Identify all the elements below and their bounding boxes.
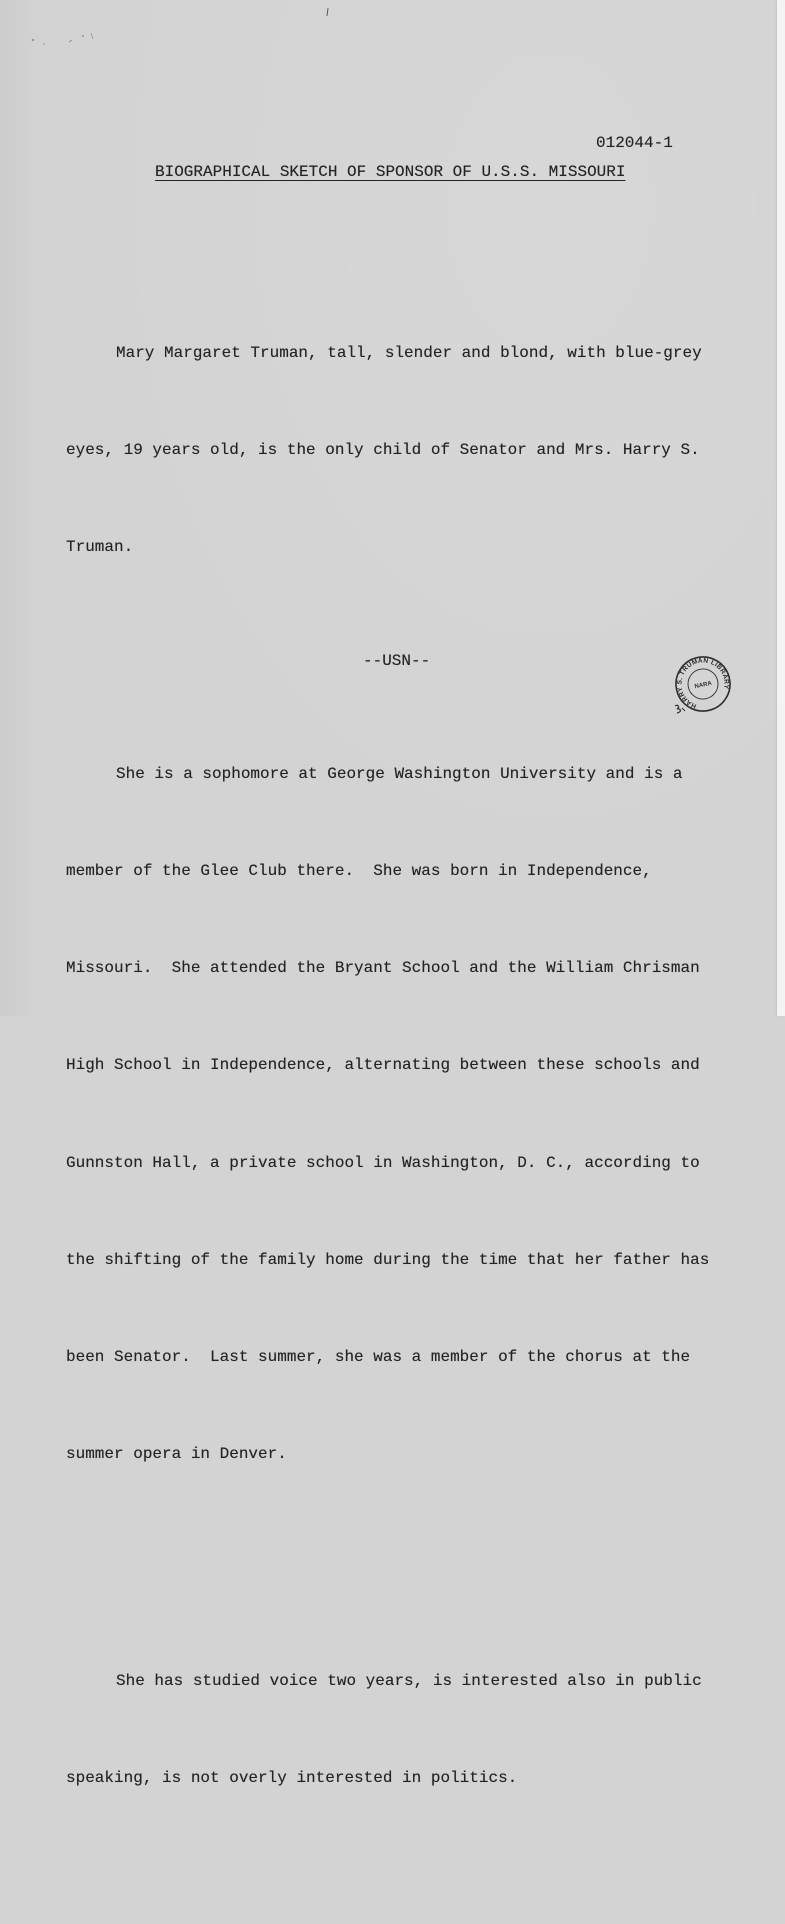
document-title: BIOGRAPHICAL SKETCH OF SPONSOR OF U.S.S. MISSOURI (155, 163, 626, 181)
paragraph-line: Mary Margaret Truman, tall, slender and blond, with blue-grey (116, 343, 702, 362)
paragraph-line: speaking, is not overly interested in politics. (66, 1769, 518, 1788)
paragraph-line: summer opera in Denver. (66, 1445, 287, 1464)
stamp-ring-text: HARRY S. TRUMAN LIBRARY (676, 657, 730, 710)
stamp-center-text: NARA (694, 680, 713, 691)
document-number: 012044-1 (596, 134, 673, 152)
paragraph-2 (66, 693, 709, 1535)
paragraph-line: the shifting of the family home during the time that her father has (66, 1250, 710, 1269)
paragraph-line: been Senator. Last summer, she was a member of the chorus at the (66, 1348, 691, 1367)
paragraph-1 (66, 272, 709, 628)
ink-mark (326, 8, 328, 16)
paragraph-line: She has studied voice two years, is interested also in public (116, 1672, 702, 1691)
document-body (66, 207, 709, 1924)
paper-specks (25, 25, 105, 55)
handwritten-mark (672, 702, 692, 716)
paragraph-3 (66, 1600, 709, 1859)
paragraph-line: member of the Glee Club there. She was born in Independence, (66, 862, 652, 881)
scan-edge (777, 0, 785, 1016)
paragraph-line: eyes, 19 years old, is the only child of Senator and Mrs. Harry S. (66, 440, 700, 459)
closing-mark: --USN-- (363, 652, 431, 670)
paragraph-line: She is a sophomore at George Washington University and is a (116, 764, 683, 783)
paragraph-line: High School in Independence, alternating between these schools and (66, 1056, 700, 1075)
paragraph-line: Gunnston Hall, a private school in Washington, D. C., according to (66, 1153, 700, 1172)
paragraph-line: Missouri. She attended the Bryant School and the William Chrisman (66, 959, 700, 978)
paragraph-line: Truman. (66, 538, 134, 557)
